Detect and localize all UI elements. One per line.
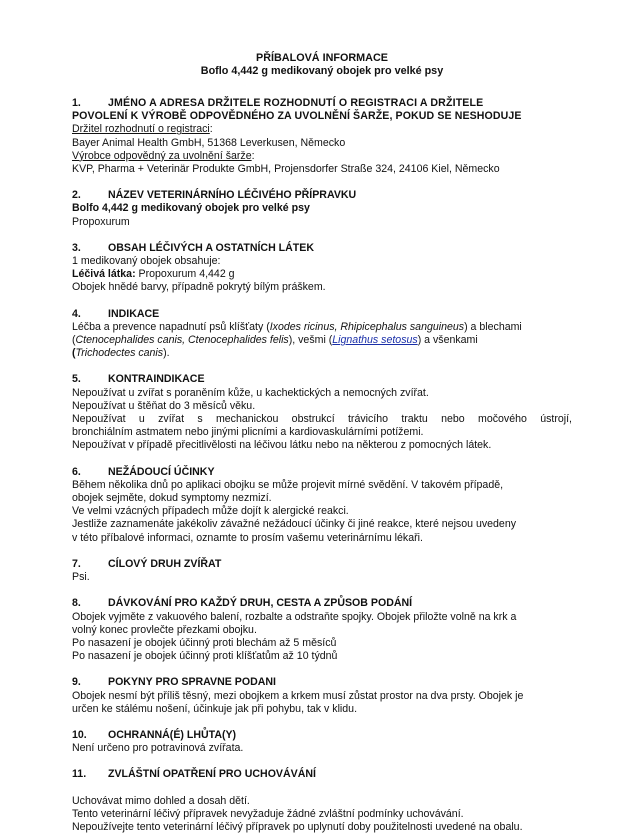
body-line: určen ke stálému nošení, účinkuje jak při pohybu, tak v klidu. [72,702,358,715]
indication-line [72,347,572,360]
indication-line [72,321,572,334]
active-substance: Propoxurum [72,215,130,228]
section-title: OCHRANNÁ(É) LHŮTA(Y) [108,728,237,741]
section-6 [72,466,572,545]
body-line: Jestliže zaznamenáte jakékoliv závažné nežádoucí účinky či jiné reakce, které nejsou uvedeny [72,518,517,531]
section-heading [72,373,572,386]
holder-colon: : [209,123,213,136]
body-line: Nepoužívat u zvířat s poraněním kůže, u kachektických a nemocných zvířat. [72,386,429,399]
body-line: Uchovávat mimo dohled a dosah dětí. [72,794,250,807]
section-heading [72,729,572,742]
manufacturer-colon: : [251,149,255,162]
body-line: Není určeno pro potravinová zvířata. [72,742,244,755]
section-title: NÁZEV VETERINÁRNÍHO LÉČIVÉHO PŘÍPRAVKU [108,189,357,202]
text-span: ), vešmi ( [288,334,333,347]
body-line: Během několika dnů po aplikaci obojku se může projevit mírné svědění. V takovém případě, [72,478,504,491]
body-line: Psi. [72,571,90,584]
body-line: Po nasazení je obojek účinný proti blechám až 5 měsíců [72,636,337,649]
section-5 [72,373,572,452]
section-3 [72,242,572,295]
section-heading [72,558,572,571]
section-2 [72,189,572,229]
text-span: ). [163,347,170,360]
section-heading [72,308,572,321]
body-line: Nepoužívat u zvířat s mechanickou obstrukcí trávicího traktu nebo močového ústrojí, [72,413,572,426]
section-1 [72,97,572,176]
text-span: ) a všenkami [417,334,478,347]
section-heading [72,676,572,689]
document-page [72,52,572,834]
section-number: 7. [72,557,81,570]
section-number: 11. [72,768,87,781]
active-substance-line [72,268,572,281]
text-span: ( [72,334,76,347]
holder-label-line [72,123,572,136]
text-span: ( [72,347,76,360]
section-heading [72,597,572,610]
body-line: obojek sejměte, dokud symptomy nezmizí. [72,492,272,505]
text-span: Léčba a prevence napadnutí psů klíšťaty ( [72,320,270,333]
body-line: Nepoužívat u štěňat do 3 měsíců věku. [72,399,256,412]
species-link[interactable]: Lignathus setosus [332,334,418,347]
section-number: 1. [72,97,81,109]
product-name: Bolfo 4,442 g medikovaný obojek pro velké psy [72,202,310,215]
appearance: Obojek hnědé barvy, případně pokrytý bílým práškem. [72,281,326,294]
section-number: 6. [72,465,81,478]
species-name: Ixodes ricinus, Rhipicephalus sanguineus [269,320,465,333]
manufacturer-label: Výrobce odpovědný za uvolnění šarže [72,149,252,162]
section-title-cont: POVOLENÍ K VÝROBĚ ODPOVĚDNÉHO ZA UVOLNĚNÍ ŠARŽE, POKUD SE NESHODUJE [72,110,522,123]
section-number: 10. [72,728,87,741]
manufacturer-label-line [72,150,572,163]
body-line: Obojek nesmí být příliš těsný, mezi obojkem a krkem musí zůstat prostor na dva prsty. Obojek je [72,689,524,702]
section-9 [72,676,572,716]
section-title: DÁVKOVÁNÍ PRO KAŽDÝ DRUH, CESTA A ZPŮSOB PODÁNÍ [108,597,413,610]
section-number: 3. [72,241,81,254]
species-name: Trichodectes canis [75,347,164,360]
section-number: 4. [72,307,81,320]
spacer [72,782,572,795]
section-title: JMÉNO A ADRESA DRŽITELE ROZHODNUTÍ O REGISTRACI A DRŽITELE [108,97,484,109]
section-7 [72,558,572,584]
section-heading [72,97,572,110]
body-line: Nepoužívejte tento veterinární léčivý přípravek po uplynutí doby použitelnosti uvedené na obalu. [72,820,523,833]
active-label: Léčivá látka: [72,268,136,281]
active-value: Propoxurum 4,442 g [135,268,235,281]
document-subtitle: Boflo 4,442 g medikovaný obojek pro velké psy [200,65,444,77]
body-line: Ve velmi vzácných případech může dojít k alergické reakci. [72,505,349,518]
section-title: ZVLÁŠTNÍ OPATŘENÍ PRO UCHOVÁVÁNÍ [108,768,316,781]
section-heading [72,189,572,202]
section-8 [72,597,572,663]
body-line: Nepoužívat v případě přecitlivělosti na léčivou látku nebo na některou z pomocných látek. [72,439,492,452]
section-11 [72,768,572,834]
section-number: 5. [72,373,81,386]
section-title: CÍLOVÝ DRUH ZVÍŘAT [108,557,222,570]
section-title: KONTRAINDIKACE [108,373,205,386]
composition-intro: 1 medikovaný obojek obsahuje: [72,255,221,268]
section-title: INDIKACE [108,307,160,320]
body-line: Tento veterinární léčivý přípravek nevyžaduje žádné zvláštní podmínky uchovávání. [72,807,464,820]
section-title: NEŽÁDOUCÍ ÚČINKY [108,465,215,478]
body-line: Po nasazení je obojek účinný proti klíšťatům až 10 týdnů [72,650,338,663]
body-line: bronchiálním astmatem nebo jinými plicními a kardiovaskulárními potížemi. [72,426,424,439]
holder-label: Držitel rozhodnutí o registraci [72,123,210,136]
section-number: 9. [72,676,81,689]
section-heading [72,768,572,781]
section-number: 2. [72,189,81,202]
section-heading [72,242,572,255]
text-span: ) a blechami [464,320,522,333]
section-4 [72,308,572,361]
species-name: Ctenocephalides canis, Ctenocephalides felis [75,334,289,347]
body-line: Obojek vyjměte z vakuového balení, rozbalte a odstraňte spojky. Obojek přiložte volně na krk a [72,610,517,623]
manufacturer-address: KVP, Pharma + Veterinär Produkte GmbH, Projensdorfer Straße 324, 24106 Kiel, Německo [72,163,500,176]
section-heading [72,466,572,479]
section-number: 8. [72,597,81,610]
document-title: PŘÍBALOVÁ INFORMACE [256,52,388,64]
body-line: v této příbalové informaci, oznamte to prosím vašemu veterinárnímu lékaři. [72,531,423,544]
section-10 [72,729,572,755]
body-line: volný konec provlečte přezkami obojku. [72,623,257,636]
indication-line [72,334,572,347]
holder-address: Bayer Animal Health GmbH, 51368 Leverkusen, Německo [72,136,346,149]
section-title: POKYNY PRO SPRAVNE PODANI [108,676,276,689]
section-title: OBSAH LÉČIVÝCH A OSTATNÍCH LÁTEK [108,241,314,254]
